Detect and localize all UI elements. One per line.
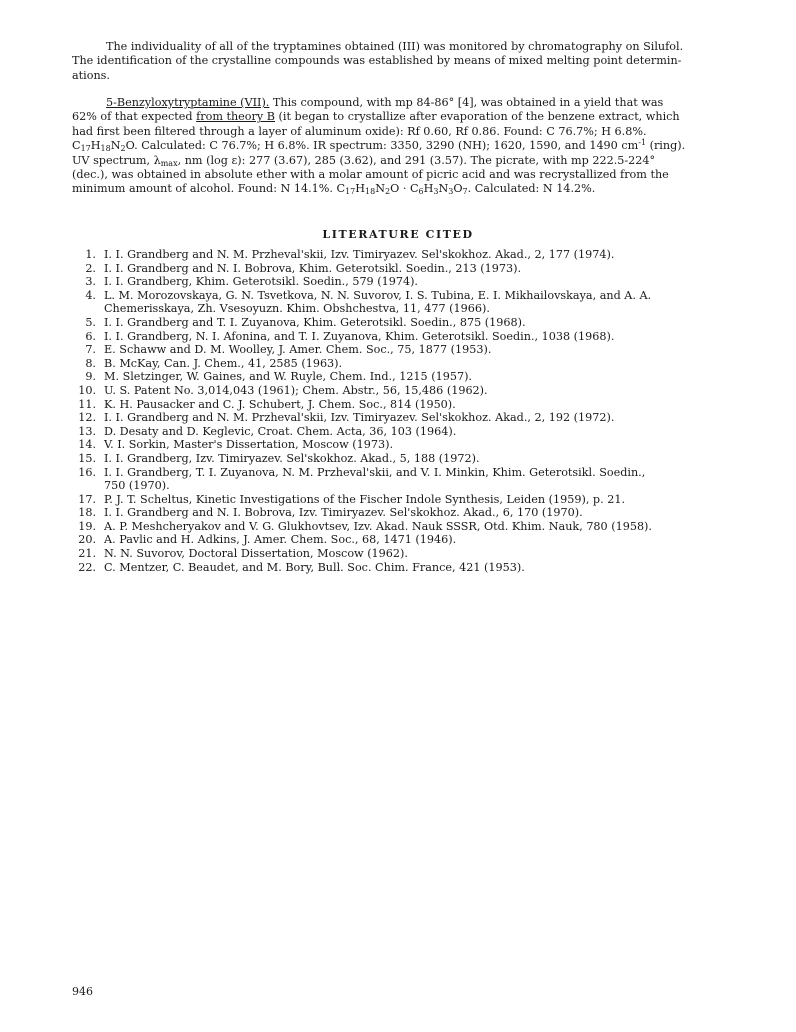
reference-number: 12. — [78, 411, 96, 425]
reference-number: 19. — [78, 519, 96, 533]
reference-text: I. I. Grandberg and T. I. Zuyanova, Khim. Geterotsikl. Soedin., 875 (1968). — [104, 315, 526, 329]
page-number: 946 — [72, 985, 93, 998]
compound-text: 62% of that expected — [72, 110, 197, 124]
compound-paragraph — [72, 96, 722, 197]
reference-number: 7. — [85, 343, 96, 357]
reference-item — [72, 262, 722, 276]
compound-text: This compound, with mp 84-86° [4], was obtained in a yield that was — [269, 96, 664, 109]
reference-number: 16. — [78, 465, 96, 479]
literature-heading: LITERATURE CITED — [322, 228, 474, 241]
reference-number: 22. — [78, 560, 96, 574]
reference-text: I. I. Grandberg and N. M. Przheval'skii, Izv. Timiryazev. Sel'skokhoz. Akad., 2, 177 (1974). — [104, 248, 615, 261]
reference-number: 3. — [85, 275, 96, 289]
reference-number: 20. — [78, 533, 96, 547]
reference-item — [72, 370, 722, 384]
picrate-formula-line: minimum amount of alcohol. Found: N 14.1%. $C_{17}H_{18}N_2O \cdot C_6H_3N_3O_7$. Calculated: N 14.2%. — [72, 182, 596, 197]
reference-item — [72, 248, 722, 262]
reference-number: 21. — [78, 547, 96, 561]
reference-list — [72, 248, 722, 574]
uv-line: UV spectrum, $\lambda_{max}$, nm (log ε): 277 (3.67), 285 (3.62), and 291 (3.57). The picrate, with mp 222.5-224° — [72, 153, 656, 168]
reference-text: C. Mentzer, C. Beaudet, and M. Bory, Bull. Soc. Chim. France, 421 (1953). — [104, 560, 525, 574]
reference-text: U. S. Patent No. 3,014,043 (1961); Chem. Abstr., 56, 15,486 (1962). — [104, 383, 488, 397]
reference-number: 2. — [85, 261, 96, 275]
reference-text: Chemerisskaya, Zh. Vsesoyuzn. Khim. Obshchestva, 11, 477 (1966). — [104, 302, 490, 316]
reference-number: 9. — [85, 370, 96, 384]
reference-text: V. I. Sorkin, Master's Dissertation, Moscow (1973). — [104, 438, 394, 452]
compound-text: had first been filtered through a layer of aluminum oxide): Rf 0.60, Rf 0.86. Found: C 76.7%; H 6.8%. — [72, 124, 647, 138]
reference-item — [72, 493, 722, 507]
reference-text: I. I. Grandberg and N. I. Bobrova, Izv. Timiryazev. Sel'skokhoz. Akad., 6, 170 (1970). — [104, 506, 583, 520]
reference-text: I. I. Grandberg, Khim. Geterotsikl. Soedin., 579 (1974). — [104, 275, 418, 289]
reference-text: I. I. Grandberg and N. I. Bobrova, Khim. Geterotsikl. Soedin., 213 (1973). — [104, 261, 522, 275]
intro-paragraph — [72, 40, 722, 83]
reference-number: 15. — [78, 451, 96, 465]
reference-item — [72, 561, 722, 575]
reference-text: I. I. Grandberg, Izv. Timiryazev. Sel'skokhoz. Akad., 5, 188 (1972). — [104, 451, 480, 465]
reference-number: 13. — [78, 424, 96, 438]
reference-item — [72, 533, 722, 547]
reference-number: 10. — [78, 383, 96, 397]
reference-text: L. M. Morozovskaya, G. N. Tsvetkova, N. N. Suvorov, I. S. Tubina, E. I. Mikhailovskaya, and A. A. — [104, 288, 652, 302]
reference-text: A. P. Meshcheryakov and V. G. Glukhovtsev, Izv. Akad. Nauk SSSR, Otd. Khim. Nauk, 780 (1958). — [104, 519, 652, 533]
reference-text: D. Desaty and D. Keglevic, Croat. Chem. Acta, 36, 103 (1964). — [104, 424, 457, 438]
reference-item — [72, 506, 722, 520]
compound-text: (dec.), was obtained in absolute ether with a molar amount of picric acid and was recrystallized from the — [72, 168, 669, 182]
reference-text: P. J. T. Scheltus, Kinetic Investigations of the Fischer Indole Synthesis, Leiden (1959), p. 21. — [104, 492, 625, 506]
reference-number: 8. — [85, 356, 96, 370]
intro-line: ations. — [72, 68, 110, 82]
reference-item — [72, 384, 722, 398]
reference-item — [72, 398, 722, 412]
theory-reference: from theory B — [196, 110, 275, 124]
reference-item — [72, 520, 722, 534]
reference-item — [72, 452, 722, 466]
reference-item — [72, 343, 722, 357]
reference-item — [72, 289, 722, 316]
reference-number: 6. — [85, 329, 96, 343]
reference-text: N. N. Suvorov, Doctoral Dissertation, Moscow (1962). — [104, 547, 408, 561]
reference-item — [72, 466, 722, 493]
reference-text: A. Pavlic and H. Adkins, J. Amer. Chem. Soc., 68, 1471 (1946). — [104, 533, 457, 547]
reference-item — [72, 425, 722, 439]
compound-text: (it began to crystallize after evaporation of the benzene extract, which — [275, 110, 680, 124]
reference-item — [72, 357, 722, 371]
reference-number: 4. — [85, 288, 96, 302]
reference-text: I. I. Grandberg, N. I. Afonina, and T. I. Zuyanova, Khim. Geterotsikl. Soedin., 1038 (1968). — [104, 329, 615, 343]
reference-text: M. Sletzinger, W. Gaines, and W. Ruyle, Chem. Ind., 1215 (1957). — [104, 370, 472, 384]
reference-text: I. I. Grandberg, T. I. Zuyanova, N. M. Przheval'skii, and V. I. Minkin, Khim. Geterotsikl. Soedin., — [104, 465, 646, 479]
compound-name: 5-Benzyloxytryptamine (VII). — [106, 96, 270, 109]
reference-number: 1. — [85, 248, 96, 261]
reference-text: I. I. Grandberg and N. M. Przheval'skii, Izv. Timiryazev. Sel'skokhoz. Akad., 2, 192 (1972). — [104, 411, 615, 425]
reference-item — [72, 438, 722, 452]
reference-item — [72, 411, 722, 425]
reference-text: E. Schaww and D. M. Woolley, J. Amer. Chem. Soc., 75, 1877 (1953). — [104, 343, 492, 357]
reference-item — [72, 275, 722, 289]
reference-text: 750 (1970). — [104, 479, 170, 493]
reference-item — [72, 330, 722, 344]
intro-line: The individuality of all of the tryptamines obtained (III) was monitored by chromatography on Silufol. — [106, 40, 684, 53]
formula-line: $C_{17}H_{18}N_2O$. Calculated: C 76.7%; H 6.8%. IR spectrum: 3350, 3290 (NH); 1620, 1590, and 1490 $cm^{-1}$ (ring). — [72, 138, 686, 154]
intro-line: The identification of the crystalline compounds was established by means of mixed melting point determin- — [72, 54, 682, 68]
reference-number: 14. — [78, 438, 96, 452]
reference-item — [72, 316, 722, 330]
reference-number: 5. — [85, 315, 96, 329]
reference-item — [72, 547, 722, 561]
reference-number: 18. — [78, 506, 96, 520]
reference-text: K. H. Pausacker and C. J. Schubert, J. Chem. Soc., 814 (1950). — [104, 397, 456, 411]
reference-text: B. McKay, Can. J. Chem., 41, 2585 (1963). — [104, 356, 343, 370]
reference-number: 17. — [78, 492, 96, 506]
reference-number: 11. — [78, 397, 96, 411]
